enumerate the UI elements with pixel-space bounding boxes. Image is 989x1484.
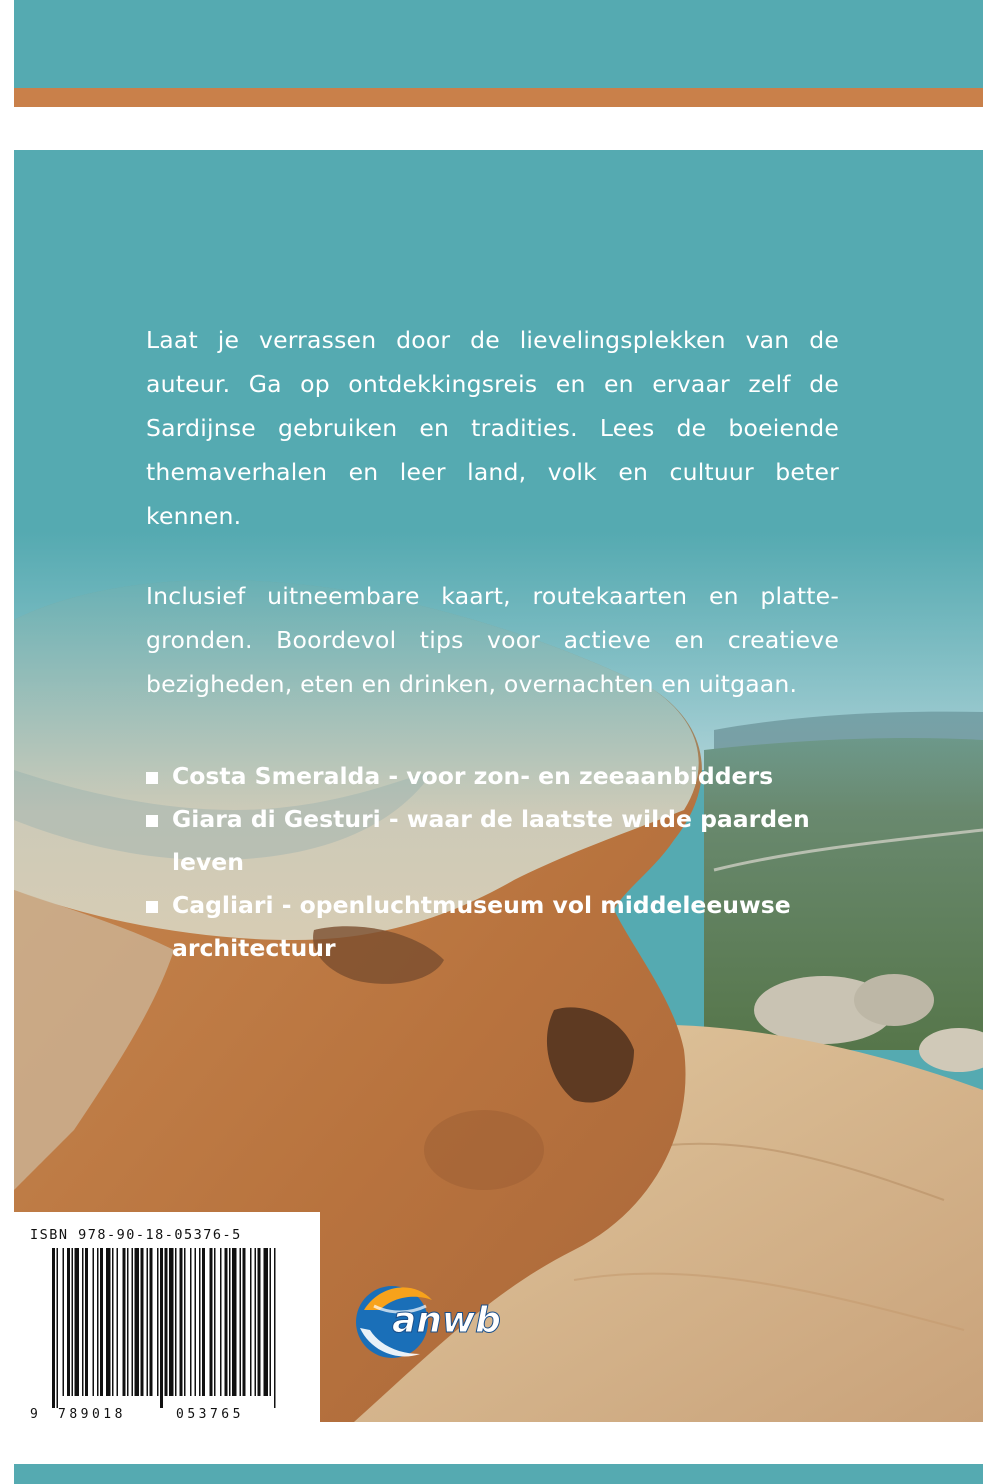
blurb-text: [146, 318, 839, 706]
square-bullet-icon: [146, 815, 158, 827]
bottom-teal-band: [14, 1464, 983, 1484]
isbn-label: ISBN 978-90-18-05376-5: [30, 1227, 242, 1243]
list-item: [146, 884, 866, 970]
list-item: [146, 755, 866, 798]
highlight-text: Cagliari - openluchtmuseum vol middeleeuwse architectuur: [172, 891, 791, 962]
blurb-paragraph-2: Inclusief uitneembare kaart, routekaarten en platte-gronden. Boordevol tips voor actieve en creatieve bezigheden, eten en drinken, overnachten en uitgaan.: [146, 582, 839, 698]
square-bullet-icon: [146, 772, 158, 784]
list-item: [146, 798, 866, 884]
anwb-logo: [350, 1270, 540, 1370]
barcode-digit-first: 9: [30, 1407, 38, 1422]
square-bullet-icon: [146, 901, 158, 913]
highlight-text: Giara di Gesturi - waar de laatste wilde paarden leven: [172, 805, 810, 876]
blurb-paragraph-1: Laat je verrassen door de lievelingsplekken van de auteur. Ga op ontdekkingsreis en en ervaar zelf de Sardijnse gebruiken en tradities. Lees de boeiende themaverhalen en leer land, volk en cultuur beter kennen.: [146, 326, 839, 530]
orange-stripe: [14, 88, 983, 107]
barcode-digits-right: 053765: [176, 1407, 244, 1422]
top-teal-band: [14, 0, 983, 88]
logo-text: anwb: [392, 1300, 501, 1341]
barcode-icon: [30, 1248, 282, 1408]
barcode-digits-left: 789018: [58, 1407, 126, 1422]
highlight-text: Costa Smeralda - voor zon- en zeeaanbidders: [172, 762, 774, 790]
highlights-list: [146, 755, 866, 970]
